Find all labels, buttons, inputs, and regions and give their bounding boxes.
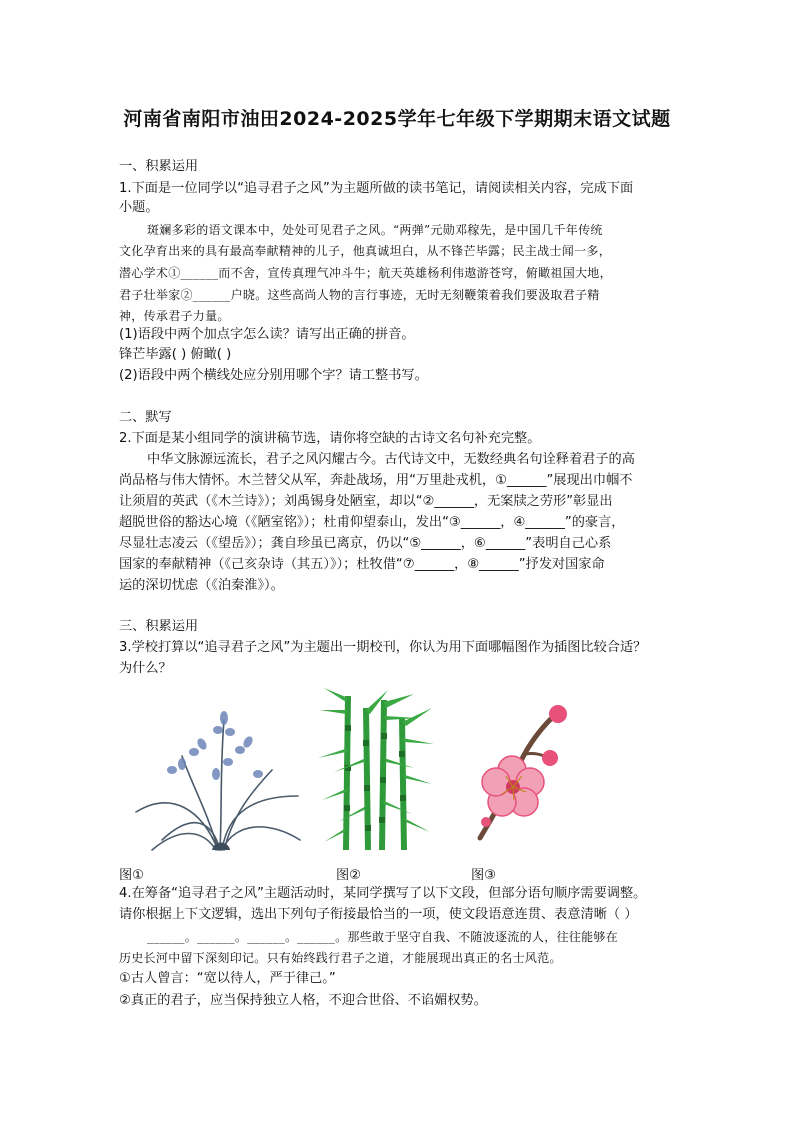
plum-blossom-illustration — [466, 702, 576, 842]
section-heading-2: 二、默写 — [119, 410, 172, 425]
figure-caption-2: 图② — [336, 868, 362, 883]
option-2: ②真正的君子，应当保持独立人格，不迎合世俗、不谄媚权势。 — [119, 993, 487, 1008]
passage-1-line-3: 潜心学术①______而不舍，宣传真理气冲斗牛；航天英雄杨利伟遨游苍穹，俯瞰祖国大地， — [119, 266, 612, 280]
passage-2-line-5: 尽显壮志凌云（《望岳》）；龚自珍虽已离京，仍以“⑤______，⑥______”表明自己心系 — [119, 536, 612, 551]
passage-1-line-4: 君子壮举家②______户晓。这些高尚人物的言行事迹，无时无刻鞭策着我们要汲取君子精 — [119, 288, 600, 302]
passage-2-line-1: 中华文脉源远流长，君子之风闪耀古今。古代诗文中，无数经典名句诠释着君子的高 — [147, 452, 635, 467]
passage-1-line-2: 文化孕育出来的具有最高奉献精神的儿子，他真诚坦白，从不锋芒毕露；民主战士闻一多， — [119, 244, 612, 258]
section-heading-3: 三、积累运用 — [119, 619, 199, 634]
figure-caption-3: 图③ — [471, 868, 497, 883]
section-heading-1: 一、积累运用 — [119, 159, 199, 174]
question-4-line-4: 历史长河中留下深刻印记。只有始终践行君子之道，才能展现出真正的名士风范。 — [119, 951, 562, 965]
passage-2-line-3: 让须眉的英武（《木兰诗》）；刘禹锡身处陋室，却以“②______，无案牍之劳形”彰显出 — [119, 494, 613, 509]
option-1: ①古人曾言：“宽以待人，严于律己。” — [119, 971, 336, 986]
passage-2-line-6: 国家的奉献精神（《己亥杂诗（其五）》）；杜牧借“⑦______，⑧______”抒发对国家命 — [119, 557, 605, 572]
question-4-line-2: 请你根据上下文逻辑，选出下列句子衔接最恰当的一项，使文段语意连贯、表意清晰（ ） — [119, 907, 638, 922]
passage-1-line-1: 斑斓多彩的语文课本中，处处可见君子之风。“两弹”元勋邓稼先，是中国几千年传统 — [147, 223, 603, 237]
figure-caption-1: 图① — [119, 868, 145, 883]
question-1-line-2: 小题。 — [119, 200, 159, 215]
sub-question-1: (1)语段中两个加点字怎么读？请写出正确的拼音。 — [119, 327, 415, 342]
page-title: 河南省南阳市油田2024-2025学年七年级下学期期末语文试题 — [123, 108, 671, 130]
passage-1-line-5: 神，传承君子力量。 — [119, 309, 230, 323]
passage-2-line-7: 运的深切忧虑（《泊秦淮》）。 — [119, 578, 284, 593]
pinyin-blanks: 锋芒毕露( ) 俯瞰( ) — [119, 347, 232, 362]
question-1-line-1: 1.下面是一位同学以“追寻君子之风”为主题所做的读书笔记，请阅读相关内容，完成下面 — [119, 181, 634, 196]
passage-2-line-2: 尚品格与伟大情怀。木兰替父从军，奔赴战场，用“万里赴戎机，①______”展现出巾帼不 — [119, 473, 633, 488]
passage-2-line-4: 超脱世俗的豁达心境（《陋室铭》）；杜甫仰望泰山，发出“③______，④______”的豪言， — [119, 515, 625, 530]
bamboo-illustration — [318, 688, 436, 852]
question-2: 2.下面是某小组同学的演讲稿节选，请你将空缺的古诗文名句补充完整。 — [119, 431, 541, 446]
question-4-line-1: 4.在筹备“追寻君子之风”主题活动时，某同学撰写了以下文段，但部分语句顺序需要调整。 — [119, 886, 647, 901]
orchid-illustration — [132, 700, 304, 860]
question-3-line-2: 为什么？ — [119, 661, 172, 676]
question-4-line-3: ______。______。______。______。那些敢于坚守自我、不随波逐流的人，往往能够在 — [147, 930, 619, 944]
sub-question-2: (2)语段中两个横线处应分别用哪个字？请工整书写。 — [119, 368, 428, 383]
question-3-line-1: 3.学校打算以“追寻君子之风”为主题出一期校刊，你认为用下面哪幅图作为插图比较合适？ — [119, 640, 647, 655]
